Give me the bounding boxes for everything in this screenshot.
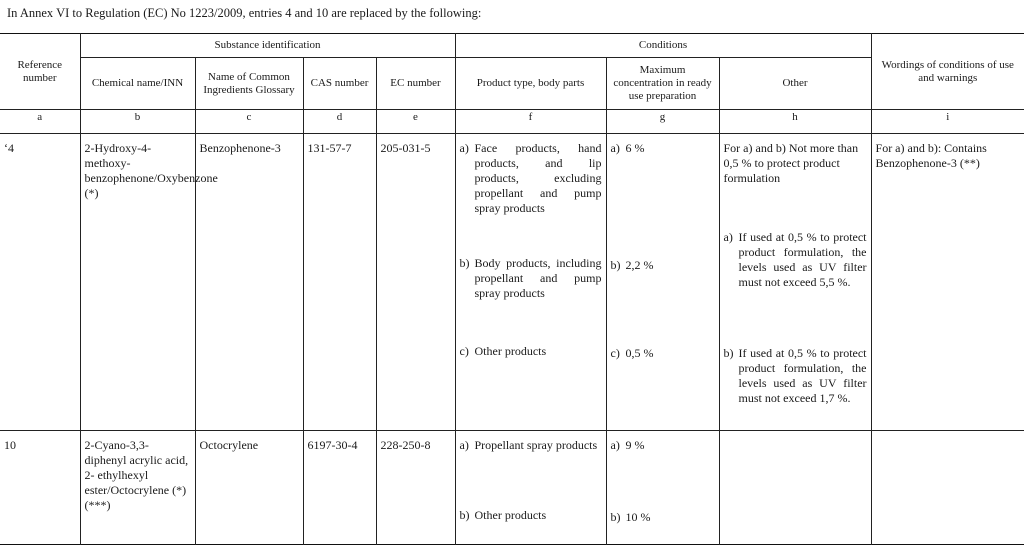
column-letter: i: [871, 110, 1024, 134]
header-substance-identification: Substance identification: [80, 34, 455, 58]
concentration-item: b) 2,2 %: [610, 258, 654, 272]
column-letter: f: [455, 110, 606, 134]
table-row: [0, 431, 1024, 545]
other-conditions-cell: [719, 431, 871, 545]
header-reference-number: Reference number: [0, 34, 80, 110]
header-other: Other: [719, 58, 871, 110]
header-chemical-name: Chemical name/INN: [80, 58, 195, 110]
column-letters-row: [0, 110, 1024, 134]
product-item: c) Other products: [459, 344, 547, 358]
concentration-item: c) 0,5 %: [610, 346, 654, 360]
annex-table: [0, 33, 1024, 545]
header-ec-number: EC number: [376, 58, 455, 110]
header-product-type: Product type, body parts: [455, 58, 606, 110]
column-letter: g: [606, 110, 719, 134]
header-cas-number: CAS number: [303, 58, 376, 110]
product-item: b) Body products, including propellant and pump spray products: [459, 256, 602, 300]
column-letter: h: [719, 110, 871, 134]
other-intro: For a) and b) Not more than 0,5 % to protect product formulation: [723, 141, 859, 185]
column-letter: d: [303, 110, 376, 134]
table-row: [0, 134, 1024, 431]
chemical-name: 2-Cyano-3,3-diphenyl acrylic acid, 2- ethylhexyl ester/Octocrylene (*) (***): [80, 431, 195, 545]
header-max-concentration: Maximum concentration in ready use preparation: [606, 58, 719, 110]
other-item: b) If used at 0,5 % to protect product formulation, the levels used as UV filter must not exceed 1,7 %.: [723, 346, 867, 405]
column-letter: e: [376, 110, 455, 134]
warning-text: [871, 431, 1024, 545]
cas-number: 6197-30-4: [303, 431, 376, 545]
concentrations-cell: [606, 134, 719, 431]
product-item: b) Other products: [459, 508, 547, 522]
cas-number: 131-57-7: [303, 134, 376, 431]
common-ingredient-name: Benzophenone-3: [195, 134, 303, 431]
ec-number: 228-250-8: [376, 431, 455, 545]
column-letter: a: [37, 111, 43, 123]
chemical-name: 2-Hydroxy-4-methoxy-benzophenone/Oxybenzone (*): [80, 134, 195, 431]
other-item: a) If used at 0,5 % to protect product formulation, the levels used as UV filter must not exceed 5,5 %.: [723, 230, 867, 289]
concentration-item: b) 10 %: [610, 510, 651, 524]
product-types-cell: [455, 431, 606, 545]
common-ingredient-name: Octocrylene: [195, 431, 303, 545]
other-conditions-cell: [719, 134, 871, 431]
ec-number: 205-031-5: [376, 134, 455, 431]
header-common-name: Name of Common Ingredients Glossary: [195, 58, 303, 110]
reference-number: ‘4: [4, 141, 14, 155]
header-wordings: Wordings of conditions of use and warnings: [871, 34, 1024, 110]
reference-number: 10: [4, 438, 16, 452]
concentration-item: a) 9 %: [610, 438, 645, 452]
product-item: a) Propellant spray products: [459, 438, 598, 452]
product-item: a) Face products, hand products, and lip products, excluding propellant and pump spray products: [459, 141, 602, 215]
header-conditions: Conditions: [455, 34, 871, 58]
warning-text: For a) and b): Contains Benzophenone-3 (**): [871, 134, 1024, 431]
product-types-cell: [455, 134, 606, 431]
column-letter: c: [195, 110, 303, 134]
concentrations-cell: [606, 431, 719, 545]
intro-text: In Annex VI to Regulation (EC) No 1223/2009, entries 4 and 10 are replaced by the following:: [7, 6, 482, 20]
concentration-item: a) 6 %: [610, 141, 645, 155]
column-letter: b: [80, 110, 195, 134]
